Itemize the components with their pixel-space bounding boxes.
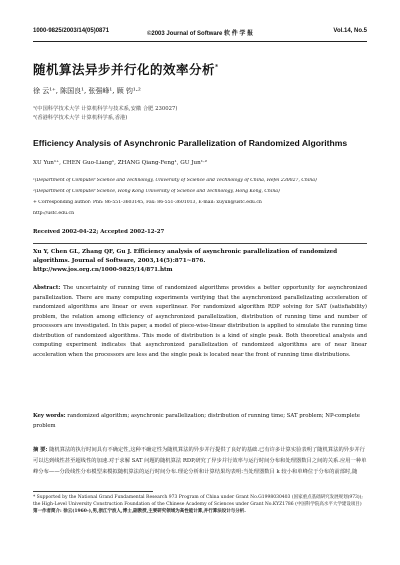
corresponding-author: + Corresponding author: Phn: 86-551-3603145, Fax: 86-551-3601013, E-mail: xuyun@ustc.edu.cn: [33, 200, 262, 205]
chinese-authors: 徐 云¹⁺, 陈国良¹, 张强峰¹, 顾 钧¹·²: [33, 87, 141, 95]
keywords: [33, 412, 367, 431]
footnotes: [33, 494, 367, 516]
institution-url: http://ustc.edu.cn: [33, 211, 75, 216]
running-header: [33, 28, 367, 40]
english-affiliation-2: ²(Department of Computer Science, Hong Kong University of Science and Technology, Hong Kong, China): [33, 189, 280, 194]
chinese-abstract-text: 随机算法的执行时间具有不确定性,这种不确定性为随机算法的异步并行提供了良好的基础.已有许多计算实验表明了随机算法的异步并行可以达到线性甚至超线性的加速.对于求解 SAT 问题的随机算法 RDP,研究了异步并行效率与运行时间分布和处理器数目之间的关系.应用一种单峰分布——分段线性分布模型来模拟随机算法的运行时间分布.理论分析和计算结果均表明:当处理器数目 k 较小和单峰位于分布的前部时,随: [33, 447, 367, 475]
chinese-abstract-label: 摘 要:: [33, 447, 48, 453]
section-rule: [33, 243, 367, 244]
header-issn: 1000-9825/2003/14(05)0871: [33, 28, 110, 34]
header-volume: Vol.14, No.5: [333, 28, 367, 34]
author-bio-footnote: 第一作者简介: 徐云(1960-),男,浙江宁波人,博士,副教授,主要研究领域为高性能计算,并行算法设计与分析.: [33, 509, 246, 515]
abstract-text: The uncertainty of running time of randomized algorithms provides a better opportunity for asynchronized parallelization. There are many computing experiments verifying that the asynchronized parallelizating acceleration of randomized algorithms are linear or even superlinear. For randomized algorithm RDP solving for SAT (satisfiability) problem, the relation among efficiency of asynchronized parallelization, distribution of running time and number of processors are investigated. In this paper, a model of piece-wise-linear distribution is applied to simulate the running time distribution of randomized algorithms. This mode of distribution is a kind of single peak. Both theoretical analysis and computing experiment indicates that asynchronized parallelization of randomized algorithms are of near linear acceleration when the processors are less and the single peak is located near the front of running time distributions.: [33, 285, 367, 358]
citation-block: [33, 248, 367, 275]
chinese-affiliation-2: ²(香港科学技术大学 计算机科学系,香港): [33, 115, 128, 121]
received-dates: Received 2002-04-22; Accepted 2002-12-27: [33, 229, 165, 235]
chinese-title: 随机算法异步并行化的效率分析*: [33, 62, 219, 77]
header-rule: [33, 41, 367, 42]
keywords-text: randomized algorithm; asynchronic parallelization; distribution of running time; SAT problem; NP-complete problem: [33, 413, 360, 429]
keywords-label: Key words:: [33, 413, 66, 419]
chinese-abstract: [33, 445, 367, 477]
english-title: Efficiency Analysis of Asynchronic Parallelization of Randomized Algorithms: [33, 138, 348, 148]
funding-footnote: * Supported by the National Grand Fundamental Research 973 Program of China under Grant No.G1998030403 (国家重点基础研究发展规划(973)); the High-Level University Construction Foundation of the Chinese Academy of Sciences under Grant No.KYZ1786 (中国科学院高水平大学建设项目): [33, 495, 363, 508]
header-journal: ©2003 Journal of Software 软 件 学 报: [146, 31, 254, 37]
abstract-label: Abstract:: [33, 285, 61, 291]
english-affiliation-1: ¹(Department of Computer Science and Technology, University of Science and Technology of China, Hefei 230027, China): [33, 178, 317, 183]
abstract: [33, 284, 367, 360]
citation-text: Xu Y, Chen GL, Zhang QF, Gu J. Efficiency analysis of asynchronic parallelization of randomized algorithms. Journal of Software, 2003,14(5):871~876.: [33, 249, 338, 264]
english-authors: XU Yun¹⁺, CHEN Guo-Liang¹, ZHANG Qiang-Feng¹, GU Jun¹·²: [33, 160, 207, 166]
chinese-affiliation-1: ¹(中国科学技术大学 计算机科学与技术系,安徽 合肥 230027): [33, 106, 178, 112]
citation-link[interactable]: http://www.jos.org.cn/1000-9825/14/871.htm: [33, 267, 173, 273]
footnote-rule: [33, 491, 153, 492]
